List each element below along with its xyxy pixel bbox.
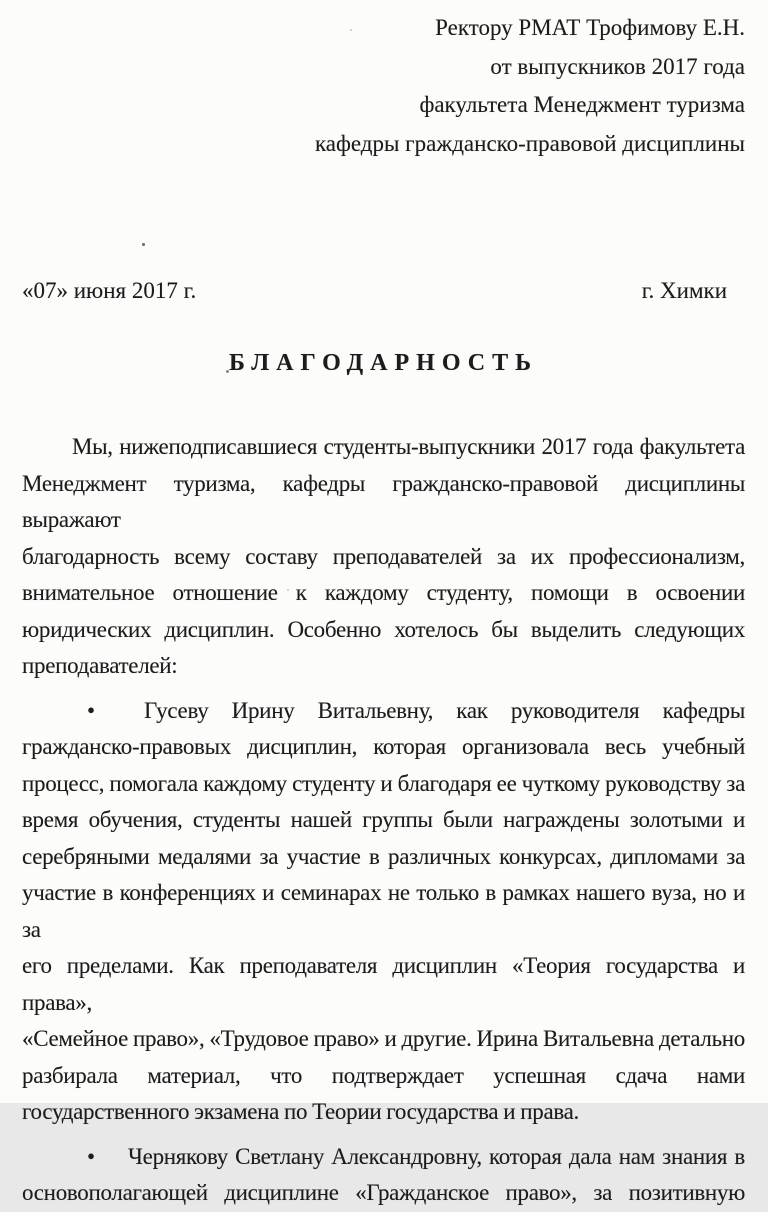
sender-line: от выпускников 2017 года [490,53,745,79]
city-text: г. Химки [641,278,727,303]
body-line: серебряными медалями за участие в различных конкурсах, дипломами за [22,843,745,869]
bullet-marker: • [87,1143,95,1169]
recipient-line: Ректору РМАТ Трофимову Е.Н. [435,15,745,40]
department-line: кафедры гражданско-правовой дисциплины [314,130,745,156]
bullet-marker: • [87,697,95,723]
date-place-row [22,276,745,306]
paragraph [22,429,745,685]
body-line: основополагающей дисциплине «Гражданское право», за позитивную [22,1180,745,1205]
scan-speck [287,589,289,591]
body-line: • Гусеву Ирину Витальевну, как руководителя кафедры [87,697,745,723]
scan-speck [226,370,229,373]
body-line: «Семейное право», «Трудовое право» и другие. Ирина Витальевна детально [22,1026,745,1051]
recipient-block [22,9,745,163]
body-line: юридических дисциплин. Особенно хотелось бы выделить следующих [22,616,745,642]
body-line: процесс, помогала каждому студенту и благодаря ее чуткому руководству за [22,770,745,796]
date-text: «07» июня 2017 г. [22,278,197,303]
body-line: благодарность всему составу преподавателей за их профессионализм, [22,543,745,569]
faculty-line: факультета Менеджмент туризма [419,92,745,117]
body-line: внимательное отношение к каждому студенту, помощи в освоении [22,580,745,605]
document-body [22,429,745,1212]
bullet-paragraph [22,1139,745,1212]
body-line: время обучения, студенты нашей группы были награждены золотыми и [22,807,745,832]
scan-speck [350,29,352,31]
bullet-paragraph [22,693,745,1131]
body-line: Менеджмент туризма, кафедры гражданско-правовой дисциплины выражают [22,470,745,532]
body-line: разбирала материал, что подтверждает успешная сдача нами [22,1062,745,1088]
scan-speck [142,243,145,246]
body-line: гражданско-правовых дисциплин, которая организовала весь учебный [22,734,745,759]
body-line: преподавателей: [22,653,178,678]
body-line: Мы, нижеподписавшиеся студенты-выпускники 2017 года факультета [72,434,745,459]
body-line: его пределами. Как преподавателя дисциплин «Теория государства и права», [22,953,745,1015]
body-line: участие в конференциях и семинарах не только в рамках нашего вуза, но и за [22,880,745,942]
document-title: БЛАГОДАРНОСТЬ [229,350,538,376]
body-line: • Чернякову Светлану Александровну, которая дала нам знания в [87,1143,745,1169]
body-line: государственного экзамена по Теории государства и права. [22,1099,579,1124]
